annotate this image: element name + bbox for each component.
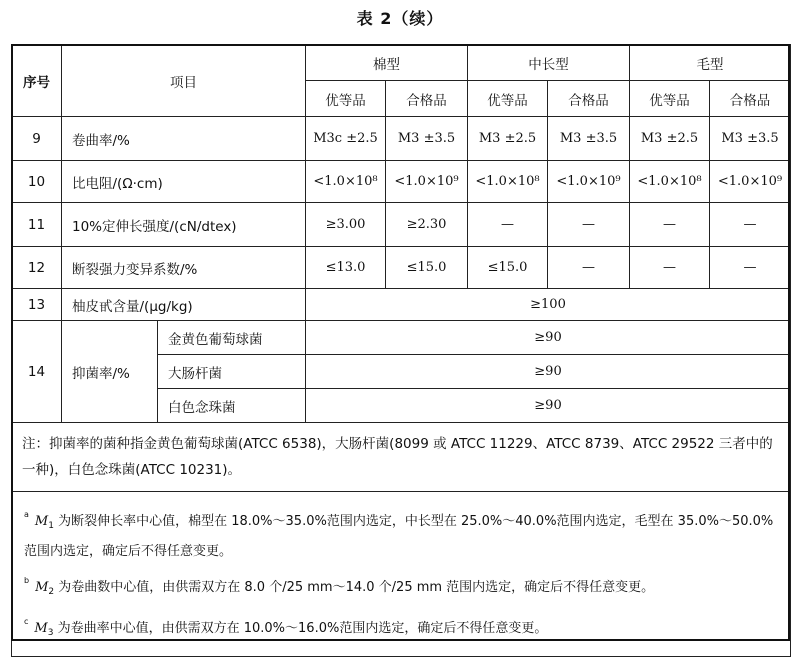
footnote-c [24, 609, 778, 646]
row-value: ≥90 [306, 355, 791, 389]
row-value: M3 ±3.5 [710, 117, 791, 161]
row-value: <1.0×10⁹ [710, 161, 791, 203]
row-value: — [548, 247, 630, 289]
footnote-subscript: 1 [48, 521, 54, 531]
row-value: M3 ±3.5 [548, 117, 630, 161]
row-value: <1.0×10⁹ [386, 161, 468, 203]
row-value: M3 ±2.5 [630, 117, 710, 161]
table-note: 注：抑菌率的菌种指金黄色葡萄球菌(ATCC 6538)，大肠杆菌(8099 或 ATCC 11229、ATCC 8739、ATCC 29522 三者中的一种)，白色念珠菌(ATCC 10231)。 [12, 423, 791, 492]
table-row [12, 161, 791, 203]
table-row [12, 321, 791, 355]
header-sub: 合格品 [710, 81, 791, 117]
footnote-a [24, 502, 778, 564]
row-seq: 11 [12, 203, 62, 247]
row-value: M3 ±3.5 [386, 117, 468, 161]
row-value: ≤15.0 [386, 247, 468, 289]
row-value: M3 ±2.5 [468, 117, 548, 161]
table-row [12, 289, 791, 321]
row-value: <1.0×10⁸ [630, 161, 710, 203]
footnote-symbol: M [34, 621, 48, 636]
footnote-text: 为断裂伸长率中心值，棉型在 18.0%～35.0%范围内选定，中长型在 25.0%～40.0%范围内选定，毛型在 35.0%～50.0%范围内选定，确定后不得任意变更。 [24, 514, 774, 559]
table-row [12, 117, 791, 161]
header-group-wool: 毛型 [630, 45, 791, 81]
row-value: ≤15.0 [468, 247, 548, 289]
footnote-mark: b [24, 576, 30, 585]
row-value: <1.0×10⁸ [306, 161, 386, 203]
spec-table [11, 44, 791, 657]
table-row [12, 203, 791, 247]
row-value: <1.0×10⁸ [468, 161, 548, 203]
row-value: — [710, 247, 791, 289]
footnotes [12, 492, 791, 657]
footnote-b [24, 568, 778, 605]
row-seq: 10 [12, 161, 62, 203]
row-value: ≥2.30 [386, 203, 468, 247]
row-value: — [630, 247, 710, 289]
header-sub: 合格品 [548, 81, 630, 117]
row-item: 10%定伸长强度/(cN/dtex) [62, 203, 306, 247]
row-value: <1.0×10⁹ [548, 161, 630, 203]
footnote-mark: c [24, 617, 29, 626]
table-row [12, 247, 791, 289]
row-value: ≥90 [306, 389, 791, 423]
header-item: 项目 [62, 45, 306, 117]
row-subitem: 大肠杆菌 [158, 355, 306, 389]
footnote-text: 为卷曲数中心值，由供需双方在 8.0 个/25 mm～14.0 个/25 mm 范围内选定，确定后不得任意变更。 [58, 580, 655, 595]
row-subitem: 金黄色葡萄球菌 [158, 321, 306, 355]
row-seq: 9 [12, 117, 62, 161]
row-subitem: 白色念珠菌 [158, 389, 306, 423]
row-item: 断裂强力变异系数/% [62, 247, 306, 289]
header-sub: 优等品 [630, 81, 710, 117]
footnote-symbol: M [35, 580, 49, 595]
row-value: — [630, 203, 710, 247]
footnote-text: 为卷曲率中心值，由供需双方在 10.0%～16.0%范围内选定，确定后不得任意变更。 [57, 621, 548, 636]
row-item: 比电阻/(Ω·cm) [62, 161, 306, 203]
header-group-cotton: 棉型 [306, 45, 468, 81]
table-title: 表 2（续） [356, 9, 444, 28]
row-value: ≤13.0 [306, 247, 386, 289]
header-sub: 合格品 [386, 81, 468, 117]
row-value: — [710, 203, 791, 247]
footnote-symbol: M [34, 514, 49, 529]
header-sub: 优等品 [468, 81, 548, 117]
header-group-midlength: 中长型 [468, 45, 630, 81]
row-value: ≥100 [306, 289, 791, 321]
row-value: ≥3.00 [306, 203, 386, 247]
row-seq: 14 [12, 321, 62, 423]
row-item: 卷曲率/% [62, 117, 306, 161]
row-value: M3c ±2.5 [306, 117, 386, 161]
row-item: 柚皮甙含量/(μg/kg) [62, 289, 306, 321]
footnote-subscript: 2 [48, 587, 55, 597]
row-value: — [548, 203, 630, 247]
footnote-subscript: 3 [47, 628, 54, 638]
row-value: ≥90 [306, 321, 791, 355]
row-seq: 12 [12, 247, 62, 289]
header-sub: 优等品 [306, 81, 386, 117]
row-seq: 13 [12, 289, 62, 321]
row-item: 抑菌率/% [62, 321, 158, 423]
row-value: — [468, 203, 548, 247]
footnote-mark: a [24, 510, 29, 519]
header-seq: 序号 [12, 45, 62, 117]
